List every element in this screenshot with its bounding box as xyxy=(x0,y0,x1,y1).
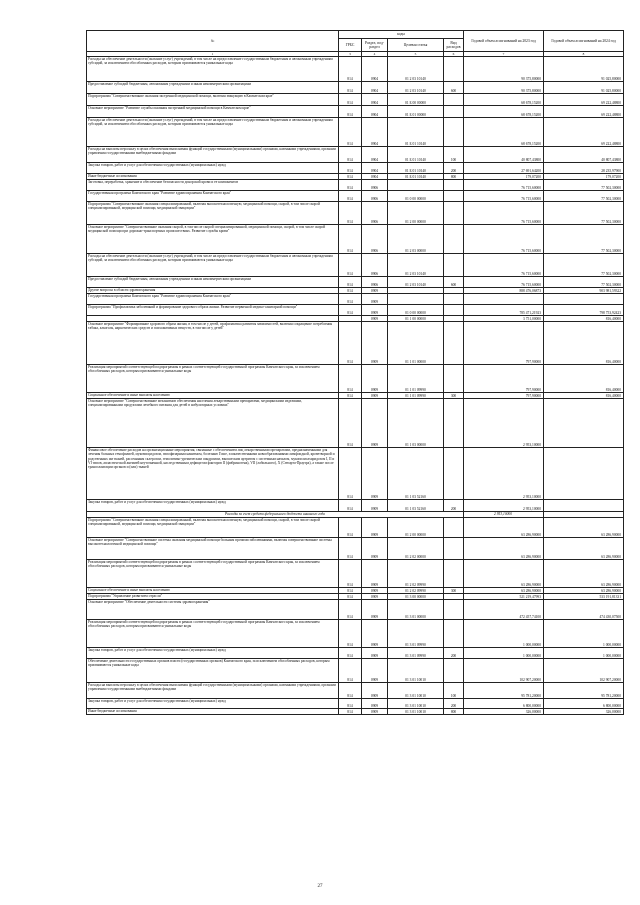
cell-section: 0906 xyxy=(362,191,388,202)
cell-expense-type xyxy=(444,659,464,683)
cell-volume-2023: 1 000,00000 xyxy=(464,648,544,659)
cell-expense-type xyxy=(444,305,464,316)
cell-name: Закупка товаров, работ и услуг для обеспечения государственных (муниципальных) нужд xyxy=(87,500,339,512)
cell-target: 01 2 03 10140 xyxy=(388,277,444,288)
cell-volume-2024: 326,00000 xyxy=(544,709,624,715)
cell-expense-type xyxy=(444,94,464,106)
cell-expense-type xyxy=(444,448,464,500)
cell-section: 0906 xyxy=(362,225,388,254)
cell-section: 0906 xyxy=(362,254,388,277)
cell-section: 0909 xyxy=(362,500,388,512)
row-note: Расходы за счет средств федерального бюджета иныхного года xyxy=(87,512,464,518)
table-row xyxy=(87,365,624,393)
cell-expense-type: 300 xyxy=(444,588,464,594)
cell-volume-2023: 76 715,60000 xyxy=(464,277,544,288)
cell-volume-2024: 903 981,59322 xyxy=(544,288,624,294)
table-row xyxy=(87,305,624,316)
cell-grbs: 814 xyxy=(339,594,362,600)
cell-grbs: 814 xyxy=(339,191,362,202)
cell-expense-type: 100 xyxy=(444,147,464,163)
cell-grbs: 814 xyxy=(339,448,362,500)
cell-volume-2024 xyxy=(544,399,624,448)
cell-volume-2023: 68 678,15200 xyxy=(464,118,544,147)
cell-volume-2024: 77 502,30000 xyxy=(544,191,624,202)
cell-expense-type: 200 xyxy=(444,699,464,709)
index-cell: 6 xyxy=(444,52,464,57)
cell-volume-2023: 888 476,06873 xyxy=(464,288,544,294)
cell-expense-type: 600 xyxy=(444,277,464,288)
cell-expense-type xyxy=(444,399,464,448)
cell-target: 01 1 03 52160 xyxy=(388,448,444,500)
table-row xyxy=(87,659,624,683)
header-number: № xyxy=(87,31,339,52)
cell-volume-2024: 77 502,30000 xyxy=(544,180,624,191)
table-row xyxy=(87,191,624,202)
cell-target: 01 2 03 00000 xyxy=(388,225,444,254)
cell-target: 01 1 03 00000 xyxy=(388,399,444,448)
cell-grbs: 814 xyxy=(339,202,362,225)
cell-grbs: 814 xyxy=(339,538,362,560)
cell-volume-2024: 77 502,30000 xyxy=(544,202,624,225)
cell-volume-2023: 785 471,21923 xyxy=(464,305,544,316)
cell-name: Обеспечение деятельности государственных органов власти (государственных органов) Камчатского края, за исключением обособленных расходов, которым присваиваются уникальные коды xyxy=(87,659,339,683)
cell-target: 01 3 01 10010 xyxy=(388,699,444,709)
cell-section: 0909 xyxy=(362,518,388,538)
cell-expense-type: 200 xyxy=(444,648,464,659)
cell-grbs: 814 xyxy=(339,57,362,82)
budget-table-sheet xyxy=(86,30,623,715)
cell-expense-type xyxy=(444,518,464,538)
cell-grbs: 814 xyxy=(339,518,362,538)
cell-name: Расходы на обеспечение деятельности (оказание услуг) учреждений, в том числе на предоставление государственным бюджетным и автономным учреждениям субсидий, за исключением обособленных расходов, которым присваиваются уникальные коды xyxy=(87,118,339,147)
cell-target: 01 Б 00 00000 xyxy=(388,94,444,106)
index-cell: 8 xyxy=(544,52,624,57)
index-cell: 7 xyxy=(464,52,544,57)
cell-target: 01 2 03 10140 xyxy=(388,254,444,277)
cell-section: 0904 xyxy=(362,57,388,82)
cell-volume-2024: 77 502,30000 xyxy=(544,225,624,254)
cell-volume-2023: 2 953,10000 xyxy=(464,512,544,518)
cell-grbs: 814 xyxy=(339,277,362,288)
cell-target: 01 2 00 00000 xyxy=(388,202,444,225)
index-cell: 5 xyxy=(388,52,444,57)
table-row xyxy=(87,648,624,659)
cell-name: Государственная программа Камчатского края "Развитие здравоохранения Камчатского края" xyxy=(87,294,339,305)
cell-section: 0909 xyxy=(362,305,388,316)
cell-name: Основное мероприятие "Совершенствование механизмов обеспечения населения лекарственными препаратами, медицинскими изделиями, специализированными продуктами лечебного питания для детей в амбулаторных условиях" xyxy=(87,399,339,448)
cell-section: 0904 xyxy=(362,174,388,180)
cell-grbs: 814 xyxy=(339,659,362,683)
table-row xyxy=(87,94,624,106)
cell-expense-type xyxy=(444,225,464,254)
table-row xyxy=(87,277,624,288)
cell-volume-2024: 91 025,80000 xyxy=(544,82,624,94)
cell-target: 01 3 01 09990 xyxy=(388,620,444,648)
cell-section: 0909 xyxy=(362,560,388,588)
cell-volume-2024: 798 753,92423 xyxy=(544,305,624,316)
cell-grbs: 814 xyxy=(339,118,362,147)
cell-grbs: 814 xyxy=(339,560,362,588)
cell-grbs: 814 xyxy=(339,174,362,180)
cell-name: Подпрограмма "Совершенствование оказания специализированной, включая высокотехнологичную, медицинской помощи, скорой, в том числе скорой специализированной, медицинской помощи, медицинской эвакуации" xyxy=(87,202,339,225)
cell-volume-2023: 76 715,60000 xyxy=(464,254,544,277)
cell-expense-type xyxy=(444,620,464,648)
cell-expense-type: 800 xyxy=(444,709,464,715)
index-cell: 3 xyxy=(339,52,362,57)
cell-grbs: 814 xyxy=(339,163,362,174)
cell-name: Основное мероприятие "Развитие службы оказания экстренной медицинской помощи в Камчатском крае" xyxy=(87,106,339,118)
cell-grbs: 814 xyxy=(339,709,362,715)
cell-name: Расходы на выплаты персоналу в целях обеспечения выполнения функций государственными (муниципальными) органами, казенными учреждениями, органами управления государственными внебюджетными фондами xyxy=(87,147,339,163)
cell-volume-2023: 2 953,10000 xyxy=(464,448,544,500)
cell-grbs: 814 xyxy=(339,399,362,448)
cell-volume-2024: 63 286,90000 xyxy=(544,588,624,594)
header-volume-2024: Годовой объем ассигнований на 2024 год xyxy=(544,31,624,52)
cell-grbs: 814 xyxy=(339,180,362,191)
cell-name: Закупка товаров, работ и услуг для обеспечения государственных (муниципальных) нужд xyxy=(87,648,339,659)
cell-volume-2023: 3 751,00000 xyxy=(464,316,544,322)
cell-section: 0909 xyxy=(362,709,388,715)
cell-grbs: 814 xyxy=(339,699,362,709)
cell-volume-2023: 95 781,20000 xyxy=(464,683,544,699)
header-codes: коды xyxy=(339,31,464,39)
cell-grbs: 814 xyxy=(339,106,362,118)
cell-expense-type xyxy=(444,180,464,191)
cell-target: 01 1 03 52160 xyxy=(388,500,444,512)
cell-target: 01 1 01 00000 xyxy=(388,322,444,365)
cell-expense-type xyxy=(444,118,464,147)
cell-section: 0909 xyxy=(362,620,388,648)
cell-volume-2024: 816,40000 xyxy=(544,322,624,365)
cell-volume-2023: 90 375,80000 xyxy=(464,82,544,94)
cell-expense-type: 200 xyxy=(444,163,464,174)
cell-volume-2023: 40 807,43800 xyxy=(464,147,544,163)
cell-volume-2023: 797,90000 xyxy=(464,322,544,365)
cell-target: 01 Б 01 10140 xyxy=(388,174,444,180)
cell-name: Предоставление субсидий бюджетным, автономным учреждениям и иным некоммерческим организациям xyxy=(87,82,339,94)
cell-expense-type xyxy=(444,365,464,393)
cell-target: 01 2 02 09990 xyxy=(388,560,444,588)
cell-grbs: 814 xyxy=(339,305,362,316)
cell-volume-2024: 1 000,00000 xyxy=(544,648,624,659)
table-row xyxy=(87,147,624,163)
table-row xyxy=(87,399,624,448)
table-row xyxy=(87,709,624,715)
cell-section: 0909 xyxy=(362,365,388,393)
table-row xyxy=(87,448,624,500)
cell-name: Закупка товаров, работ и услуг для обеспечения государственных (муниципальных) нужд xyxy=(87,163,339,174)
cell-volume-2023: 472 457,74100 xyxy=(464,600,544,620)
table-row xyxy=(87,163,624,174)
cell-name: Государственная программа Камчатского края "Развитие здравоохранения Камчатского края" xyxy=(87,191,339,202)
cell-section: 0909 xyxy=(362,316,388,322)
cell-volume-2024: 77 502,30000 xyxy=(544,254,624,277)
cell-expense-type xyxy=(444,57,464,82)
cell-grbs: 814 xyxy=(339,147,362,163)
cell-volume-2024: 6 800,00000 xyxy=(544,699,624,709)
cell-section: 0904 xyxy=(362,94,388,106)
table-row xyxy=(87,106,624,118)
cell-name: Реализация мероприятий соответствующей подпрограммы в рамках соответствующей государственной программы Камчатского края, за исключением обособленных расходов, которым присваиваются уникальные коды xyxy=(87,365,339,393)
cell-volume-2024: 69 222,48800 xyxy=(544,94,624,106)
cell-volume-2024: 179,07200 xyxy=(544,174,624,180)
cell-section: 0909 xyxy=(362,659,388,683)
cell-name: Иные бюджетные ассигнования xyxy=(87,709,339,715)
cell-name: Основное мероприятие "Совершенствование оказания скорой, в том числе скорой специализированной, медицинской помощи, скорой, в том числе скорой медицинской помощи при дорожно-транспортных происшествиях. Развитие службы крови" xyxy=(87,225,339,254)
cell-volume-2023: 76 715,60000 xyxy=(464,225,544,254)
cell-grbs: 814 xyxy=(339,254,362,277)
cell-volume-2024: 77 502,30000 xyxy=(544,277,624,288)
cell-expense-type xyxy=(444,600,464,620)
cell-volume-2023: 63 286,90000 xyxy=(464,518,544,538)
cell-section: 0909 xyxy=(362,594,388,600)
cell-volume-2023: 521 219,47993 xyxy=(464,594,544,600)
cell-name: Финансовое обеспечение расходов на организационные мероприятия, связанные с обеспечением лиц лекарственными препаратами, предназначенными для лечения больных гемофилией, муковисцидозом, гипофизарным нанизмом, болезнью Гоше, злокачественными новообразованиями лимфоидной, кроветворной и родственных им тканей, рассеянным склерозом, гемолитико-уремическим синдромом, юношеским артритом с системным началом, мукополисахаридозом I, II и VI типов, апластической анемией неуточненной, наследственным дефицитом факторов II (фибриногена), VII (лабильного), X (Стюарта-Прауэра), а также после трансплантации органов и (или) тканей xyxy=(87,448,339,500)
table-body xyxy=(87,52,624,715)
table-row xyxy=(87,180,624,191)
cell-volume-2024: 63 286,90000 xyxy=(544,518,624,538)
cell-name: Подпрограмма "Управление развитием отрасли" xyxy=(87,594,339,600)
cell-grbs: 814 xyxy=(339,393,362,399)
cell-grbs: 814 xyxy=(339,600,362,620)
cell-section: 0909 xyxy=(362,538,388,560)
cell-volume-2023: 102 907,20000 xyxy=(464,659,544,683)
cell-name: Основное мероприятие "Формирование здорового образа жизни, в том числе у детей, профилактика развития зависимостей, включая сокращение потребления табака, алкоголя, наркотических средств и психоактивных веществ, в том числе у детей" xyxy=(87,322,339,365)
cell-name: Расходы на обеспечение деятельности (оказание услуг) учреждений, в том числе на предоставление государственным бюджетным и автономным учреждениям субсидий, за исключением обособленных расходов, которым присваиваются уникальные коды xyxy=(87,57,339,82)
header-volume-2023: Годовой объем ассигнований на 2023 год xyxy=(464,31,544,52)
cell-volume-2024: 63 286,90000 xyxy=(544,560,624,588)
table-row xyxy=(87,225,624,254)
table-row xyxy=(87,560,624,588)
cell-target xyxy=(388,180,444,191)
cell-volume-2024 xyxy=(544,448,624,500)
table-row xyxy=(87,683,624,699)
cell-name: Подпрограмма "Совершенствование оказания специализированной, включая высокотехнологичную, медицинской помощи, скорой, в том числе скорой специализированной, медицинской помощи, медицинской эвакуации" xyxy=(87,518,339,538)
table-row xyxy=(87,518,624,538)
cell-grbs: 814 xyxy=(339,225,362,254)
cell-volume-2024: 816,40000 xyxy=(544,316,624,322)
cell-volume-2023: 2 953,10000 xyxy=(464,500,544,512)
table-row xyxy=(87,322,624,365)
cell-name: Расходы на выплаты персоналу в целях обеспечения выполнения функций государственными (муниципальными) органами, казенными учреждениями, органами управления государственными внебюджетными фондами xyxy=(87,683,339,699)
cell-expense-type xyxy=(444,538,464,560)
cell-section: 0904 xyxy=(362,147,388,163)
table-row xyxy=(87,82,624,94)
cell-name: Расходы на обеспечение деятельности (оказание услуг) учреждений, в том числе на предоставление государственным бюджетным и автономным учреждениям субсидий, за исключением обособленных расходов, которым присваиваются уникальные коды xyxy=(87,254,339,277)
cell-target: 01 1 00 00000 xyxy=(388,316,444,322)
cell-volume-2024 xyxy=(544,294,624,305)
cell-volume-2024: 474 430,07500 xyxy=(544,600,624,620)
table-row xyxy=(87,600,624,620)
cell-volume-2023: 326,00000 xyxy=(464,709,544,715)
cell-target: 01 Б 01 10140 xyxy=(388,163,444,174)
cell-target: 01 0 00 00000 xyxy=(388,191,444,202)
header-section: Раздел, под-раздел xyxy=(362,39,388,52)
cell-volume-2023: 797,90000 xyxy=(464,365,544,393)
cell-expense-type: 100 xyxy=(444,683,464,699)
cell-name: Подпрограмма "Профилактика заболеваний и формирование здорового образа жизни. Развитие первичной медико-санитарной помощи" xyxy=(87,305,339,316)
table-row xyxy=(87,538,624,560)
cell-volume-2023: 179,07200 xyxy=(464,174,544,180)
cell-expense-type: 800 xyxy=(444,174,464,180)
cell-expense-type: 200 xyxy=(444,500,464,512)
cell-volume-2023: 63 286,90000 xyxy=(464,538,544,560)
cell-target: 01 1 01 09990 xyxy=(388,393,444,399)
index-cell: 1 xyxy=(87,52,339,57)
cell-volume-2023: 90 375,80000 xyxy=(464,57,544,82)
cell-grbs: 814 xyxy=(339,620,362,648)
cell-section: 0904 xyxy=(362,163,388,174)
cell-volume-2023: 63 286,90000 xyxy=(464,588,544,594)
cell-name: Предоставление субсидий бюджетным, автономным учреждениям и иным некоммерческим организациям xyxy=(87,277,339,288)
cell-name: Иные бюджетные ассигнования xyxy=(87,174,339,180)
cell-volume-2023: 1 000,00000 xyxy=(464,620,544,648)
cell-name: Реализация мероприятий соответствующей подпрограммы в рамках соответствующей государственной программы Камчатского края, за исключением обособленных расходов, которым присваиваются уникальные коды xyxy=(87,560,339,588)
cell-name: Социальное обеспечение и иные выплаты населению xyxy=(87,393,339,399)
cell-expense-type xyxy=(444,191,464,202)
cell-section: 0904 xyxy=(362,106,388,118)
cell-volume-2023: 2 953,10000 xyxy=(464,399,544,448)
table-row xyxy=(87,294,624,305)
cell-target: 01 2 00 00000 xyxy=(388,518,444,538)
cell-target: 01 Б 01 10140 xyxy=(388,147,444,163)
cell-target: 01 0 00 00000 xyxy=(388,305,444,316)
cell-section: 0909 xyxy=(362,448,388,500)
cell-expense-type xyxy=(444,254,464,277)
index-cell: 4 xyxy=(362,52,388,57)
cell-section: 0909 xyxy=(362,648,388,659)
table-row xyxy=(87,500,624,512)
cell-target: 01 3 01 09990 xyxy=(388,648,444,659)
cell-volume-2024: 91 025,80000 xyxy=(544,57,624,82)
cell-section: 0909 xyxy=(362,322,388,365)
cell-expense-type: 600 xyxy=(444,82,464,94)
cell-target: 01 1 01 09990 xyxy=(388,365,444,393)
cell-section: 0909 xyxy=(362,699,388,709)
cell-name: Основное мероприятие "Совершенствование системы оказания медицинской помощи больным прочими заболеваниями, включая совершенствование системы высокотехнологичной медицинской помощи" xyxy=(87,538,339,560)
table-row xyxy=(87,254,624,277)
cell-volume-2023: 27 691,64200 xyxy=(464,163,544,174)
cell-volume-2024: 1 000,00000 xyxy=(544,620,624,648)
cell-volume-2024: 95 781,20000 xyxy=(544,683,624,699)
table-row xyxy=(87,202,624,225)
cell-grbs: 814 xyxy=(339,322,362,365)
cell-target: 01 3 01 00000 xyxy=(388,600,444,620)
cell-grbs: 814 xyxy=(339,500,362,512)
cell-name: Заготовка, переработка, хранение и обеспечение безопасности донорской крови и ее компонентов xyxy=(87,180,339,191)
cell-volume-2024: 69 222,48800 xyxy=(544,118,624,147)
cell-name: Реализация мероприятий соответствующей подпрограммы в рамках соответствующей государственной программы Камчатского края, за исключением обособленных расходов, которым присваиваются уникальные коды xyxy=(87,620,339,648)
cell-grbs: 814 xyxy=(339,288,362,294)
cell-volume-2023: 6 800,00000 xyxy=(464,699,544,709)
cell-name: Подпрограмма "Совершенствование оказания экстренной медицинской помощи, включая эвакуацию в Камчатском крае" xyxy=(87,94,339,106)
cell-name: Закупка товаров, работ и услуг для обеспечения государственных (муниципальных) нужд xyxy=(87,699,339,709)
cell-volume-2024 xyxy=(544,500,624,512)
table-row xyxy=(87,57,624,82)
cell-grbs: 814 xyxy=(339,683,362,699)
cell-grbs: 814 xyxy=(339,648,362,659)
cell-volume-2023: 68 678,15200 xyxy=(464,94,544,106)
cell-volume-2024: 816,40000 xyxy=(544,393,624,399)
cell-grbs: 814 xyxy=(339,294,362,305)
cell-section: 0906 xyxy=(362,202,388,225)
cell-grbs: 814 xyxy=(339,82,362,94)
cell-grbs: 814 xyxy=(339,365,362,393)
budget-table xyxy=(86,30,624,715)
cell-target: 01 Б 01 10140 xyxy=(388,118,444,147)
cell-volume-2023 xyxy=(464,294,544,305)
cell-target: 01 2 02 09990 xyxy=(388,588,444,594)
cell-section: 0906 xyxy=(362,180,388,191)
cell-volume-2024: 69 222,48800 xyxy=(544,106,624,118)
cell-volume-2024: 816,40000 xyxy=(544,365,624,393)
cell-volume-2023: 68 678,15200 xyxy=(464,106,544,118)
cell-volume-2024: 63 286,90000 xyxy=(544,538,624,560)
cell-target: 01 3 00 00000 xyxy=(388,594,444,600)
cell-grbs: 814 xyxy=(339,94,362,106)
cell-name: Социальное обеспечение и иные выплаты населению xyxy=(87,588,339,594)
cell-expense-type xyxy=(444,294,464,305)
cell-section: 0909 xyxy=(362,600,388,620)
cell-volume-2024: 40 807,43800 xyxy=(544,147,624,163)
cell-section: 0904 xyxy=(362,82,388,94)
cell-volume-2024: 533 191,81331 xyxy=(544,594,624,600)
cell-volume-2023: 797,90000 xyxy=(464,393,544,399)
cell-name: Другие вопросы в области здравоохранения xyxy=(87,288,339,294)
cell-volume-2023: 76 715,60000 xyxy=(464,180,544,191)
table-row xyxy=(87,118,624,147)
cell-volume-2024: 28 235,97900 xyxy=(544,163,624,174)
header-target: Целевая статья xyxy=(388,39,444,52)
cell-expense-type xyxy=(444,106,464,118)
cell-target: 01 3 01 10010 xyxy=(388,683,444,699)
cell-section: 0909 xyxy=(362,683,388,699)
cell-volume-2023: 63 286,90000 xyxy=(464,560,544,588)
cell-target: 01 3 01 10010 xyxy=(388,709,444,715)
cell-expense-type xyxy=(444,322,464,365)
cell-volume-2023: 76 715,60000 xyxy=(464,202,544,225)
cell-grbs: 814 xyxy=(339,588,362,594)
cell-expense-type: 300 xyxy=(444,393,464,399)
cell-section: 0906 xyxy=(362,277,388,288)
cell-section: 0909 xyxy=(362,399,388,448)
cell-section: 0909 xyxy=(362,393,388,399)
header-expense-type: Вид расходов xyxy=(444,39,464,52)
cell-volume-2024: 102 907,20000 xyxy=(544,659,624,683)
cell-target: 01 2 03 10140 xyxy=(388,82,444,94)
cell-target: 01 2 02 00000 xyxy=(388,538,444,560)
cell-target: 01 3 01 10010 xyxy=(388,659,444,683)
cell-target: 01 2 03 10140 xyxy=(388,57,444,82)
cell-section: 0904 xyxy=(362,118,388,147)
cell-name: Основное мероприятие "Обеспечение деятельности системы здравоохранения" xyxy=(87,600,339,620)
cell-expense-type xyxy=(444,560,464,588)
cell-volume-2023: 76 715,60000 xyxy=(464,191,544,202)
header-grbs: ГРБС xyxy=(339,39,362,52)
cell-target: 01 Б 01 00000 xyxy=(388,106,444,118)
table-row xyxy=(87,620,624,648)
table-row xyxy=(87,699,624,709)
cell-target xyxy=(388,294,444,305)
cell-expense-type xyxy=(444,202,464,225)
cell-section: 0909 xyxy=(362,288,388,294)
page-number: 27 xyxy=(317,884,323,889)
cell-section: 0909 xyxy=(362,588,388,594)
cell-section: 0909 xyxy=(362,294,388,305)
